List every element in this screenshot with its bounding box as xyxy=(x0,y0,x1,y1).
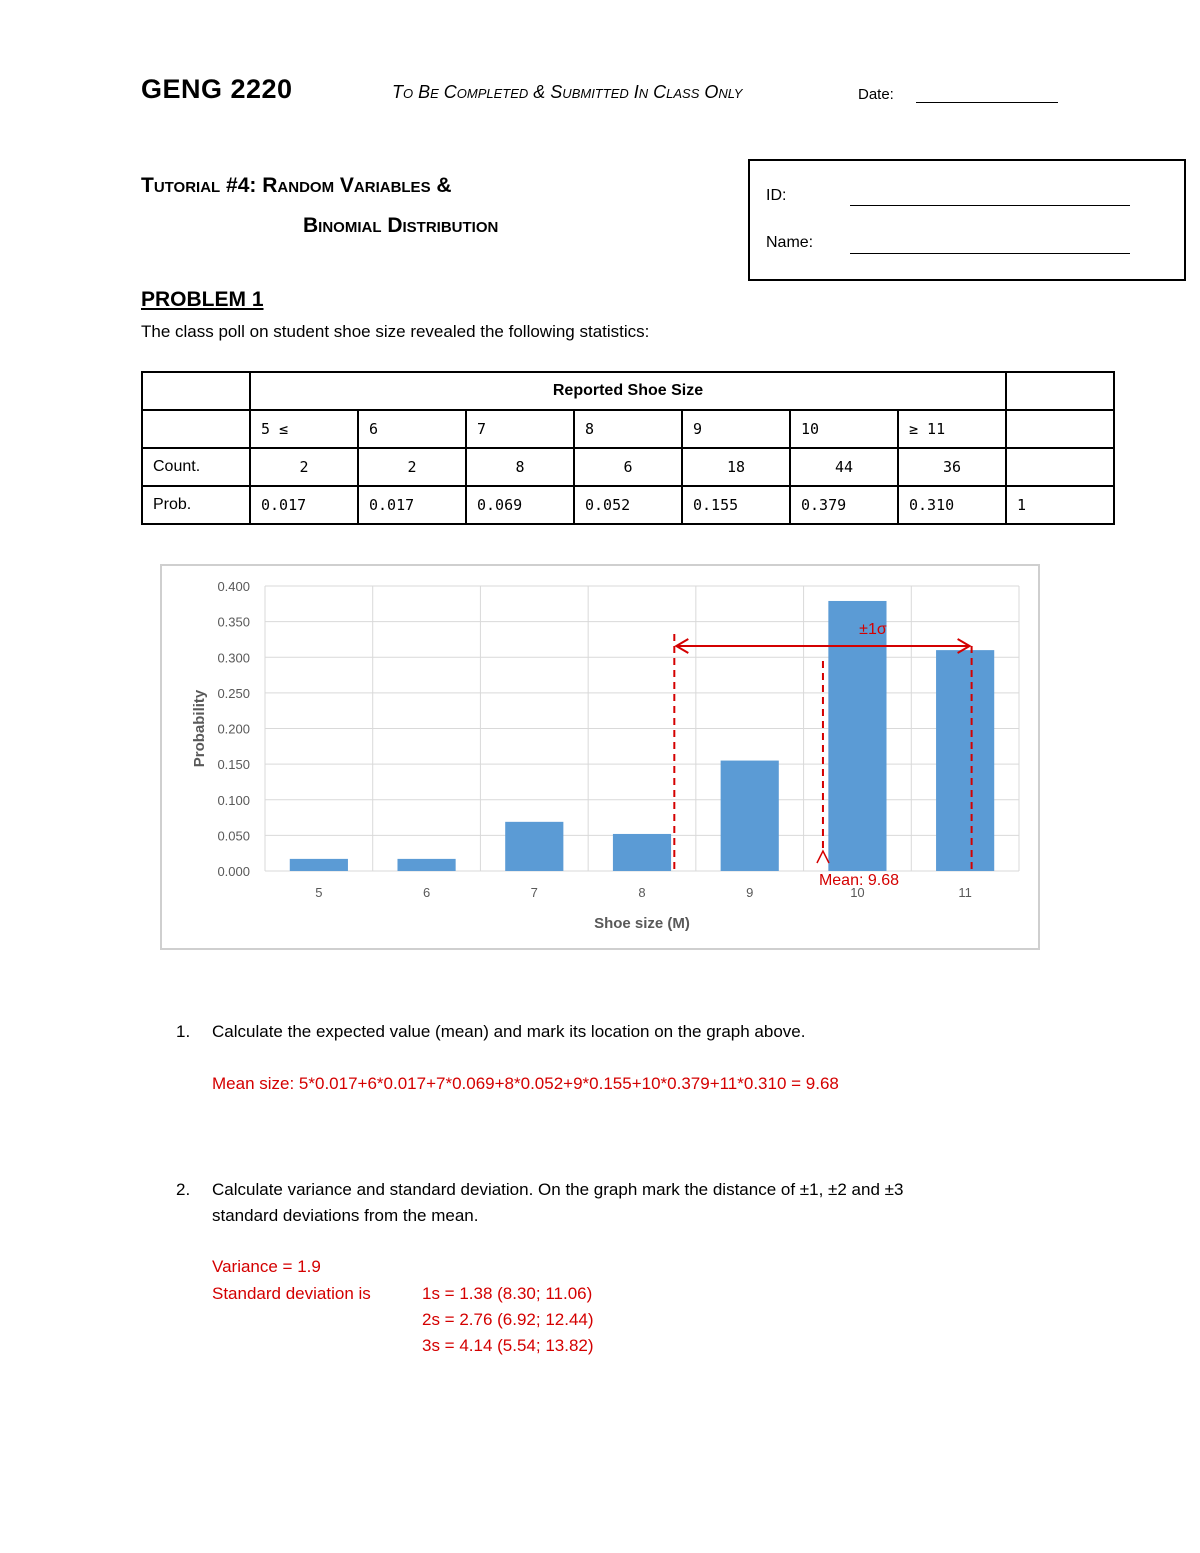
size-cell: ≥ 11 xyxy=(898,410,1006,448)
y-tick-label: 0.250 xyxy=(217,685,250,701)
problem-intro: The class poll on student shoe size revealed the following statistics: xyxy=(141,322,650,341)
question-2-number: 2. xyxy=(176,1180,191,1199)
shoe-size-table xyxy=(141,371,1115,525)
prob-cell: 0.017 xyxy=(250,486,358,524)
y-tick-label: 0.350 xyxy=(217,614,250,630)
prob-row-label: Prob. xyxy=(142,486,250,524)
x-tick-label: 11 xyxy=(958,885,972,900)
count-cell: 44 xyxy=(790,448,898,486)
mean-marker-caret xyxy=(817,851,829,863)
count-row-label: Count. xyxy=(142,448,250,486)
size-cell: 9 xyxy=(682,410,790,448)
prob-cell: 0.069 xyxy=(466,486,574,524)
answer-sd-1: 1s = 1.38 (8.30; 11.06) xyxy=(422,1284,593,1303)
x-tick-label: 6 xyxy=(422,885,431,900)
answer-sd-label: Standard deviation is xyxy=(212,1284,371,1303)
date-field-line[interactable] xyxy=(916,102,1058,103)
table-corner-cell xyxy=(142,372,250,410)
table-group-header: Reported Shoe Size xyxy=(250,372,1006,410)
size-cell: 6 xyxy=(358,410,466,448)
tutorial-title-line2: Binomial Distribution xyxy=(303,214,499,237)
bar xyxy=(828,601,886,871)
tutorial-title-line1: Tutorial #4: Random Variables & xyxy=(141,174,452,197)
size-cell: 8 xyxy=(574,410,682,448)
x-tick-label: 7 xyxy=(530,885,538,900)
y-tick-label: 0.300 xyxy=(217,650,250,666)
bar xyxy=(936,650,994,871)
course-code: GENG 2220 xyxy=(141,74,293,104)
count-cell: 2 xyxy=(358,448,466,486)
answer-1-mean: Mean size: 5*0.017+6*0.017+7*0.069+8*0.052+9*0.155+10*0.379+11*0.310 = 9.68 xyxy=(212,1074,839,1093)
count-cell: 8 xyxy=(466,448,574,486)
x-tick-label: 8 xyxy=(638,885,646,900)
problem-heading: PROBLEM 1 xyxy=(141,288,264,311)
x-tick-label: 5 xyxy=(315,885,323,900)
y-axis-label: Probability xyxy=(191,689,208,768)
y-tick-label: 0.200 xyxy=(217,721,250,737)
bar xyxy=(290,859,348,871)
prob-total-cell: 1 xyxy=(1006,486,1114,524)
date-label: Date: xyxy=(858,86,894,103)
x-axis-label: Shoe size (M) xyxy=(594,915,690,932)
chart-frame xyxy=(160,564,1040,950)
y-tick-label: 0.400 xyxy=(217,579,250,594)
table-empty-cell xyxy=(142,410,250,448)
submit-note: To Be Completed & Submitted In Class Only xyxy=(392,82,743,102)
y-tick-label: 0.100 xyxy=(217,792,250,808)
sigma-label: ±1σ xyxy=(859,621,887,638)
answer-sd-3: 3s = 4.14 (5.54; 13.82) xyxy=(422,1336,594,1355)
question-2-text-line1: Calculate variance and standard deviation. On the graph mark the distance of ±1, ±2 and ±3 xyxy=(212,1180,904,1199)
name-label: Name: xyxy=(766,234,814,251)
id-field-line[interactable] xyxy=(850,205,1130,206)
prob-cell: 0.155 xyxy=(682,486,790,524)
size-cell: 5 ≤ xyxy=(250,410,358,448)
count-cell: 36 xyxy=(898,448,1006,486)
prob-cell: 0.379 xyxy=(790,486,898,524)
question-1-text: Calculate the expected value (mean) and mark its location on the graph above. xyxy=(212,1022,806,1041)
y-tick-label: 0.150 xyxy=(217,757,250,773)
table-empty-cell xyxy=(1006,410,1114,448)
mean-label: Mean: 9.68 xyxy=(818,872,900,889)
y-tick-label: 0.050 xyxy=(217,828,250,844)
bar xyxy=(613,834,671,871)
bar xyxy=(505,822,563,871)
answer-variance: Variance = 1.9 xyxy=(212,1257,321,1276)
size-cell: 7 xyxy=(466,410,574,448)
id-label: ID: xyxy=(766,187,787,204)
bar xyxy=(397,859,455,871)
probability-bar-chart xyxy=(162,566,1038,948)
table-empty-cell xyxy=(1006,372,1114,410)
prob-cell: 0.310 xyxy=(898,486,1006,524)
prob-cell: 0.052 xyxy=(574,486,682,524)
y-tick-label: 0.000 xyxy=(217,864,250,879)
size-cell: 10 xyxy=(790,410,898,448)
prob-cell: 0.017 xyxy=(358,486,466,524)
bar xyxy=(721,761,779,871)
x-tick-label: 9 xyxy=(746,885,754,900)
table-empty-cell xyxy=(1006,448,1114,486)
name-field-line[interactable] xyxy=(850,253,1130,254)
count-cell: 18 xyxy=(682,448,790,486)
answer-sd-2: 2s = 2.76 (6.92; 12.44) xyxy=(422,1310,594,1329)
id-box xyxy=(748,159,1186,281)
question-2-text-line2: standard deviations from the mean. xyxy=(212,1206,479,1225)
question-1-number: 1. xyxy=(176,1022,191,1041)
count-cell: 6 xyxy=(574,448,682,486)
x-tick-label: 10 xyxy=(850,885,865,900)
count-cell: 2 xyxy=(250,448,358,486)
